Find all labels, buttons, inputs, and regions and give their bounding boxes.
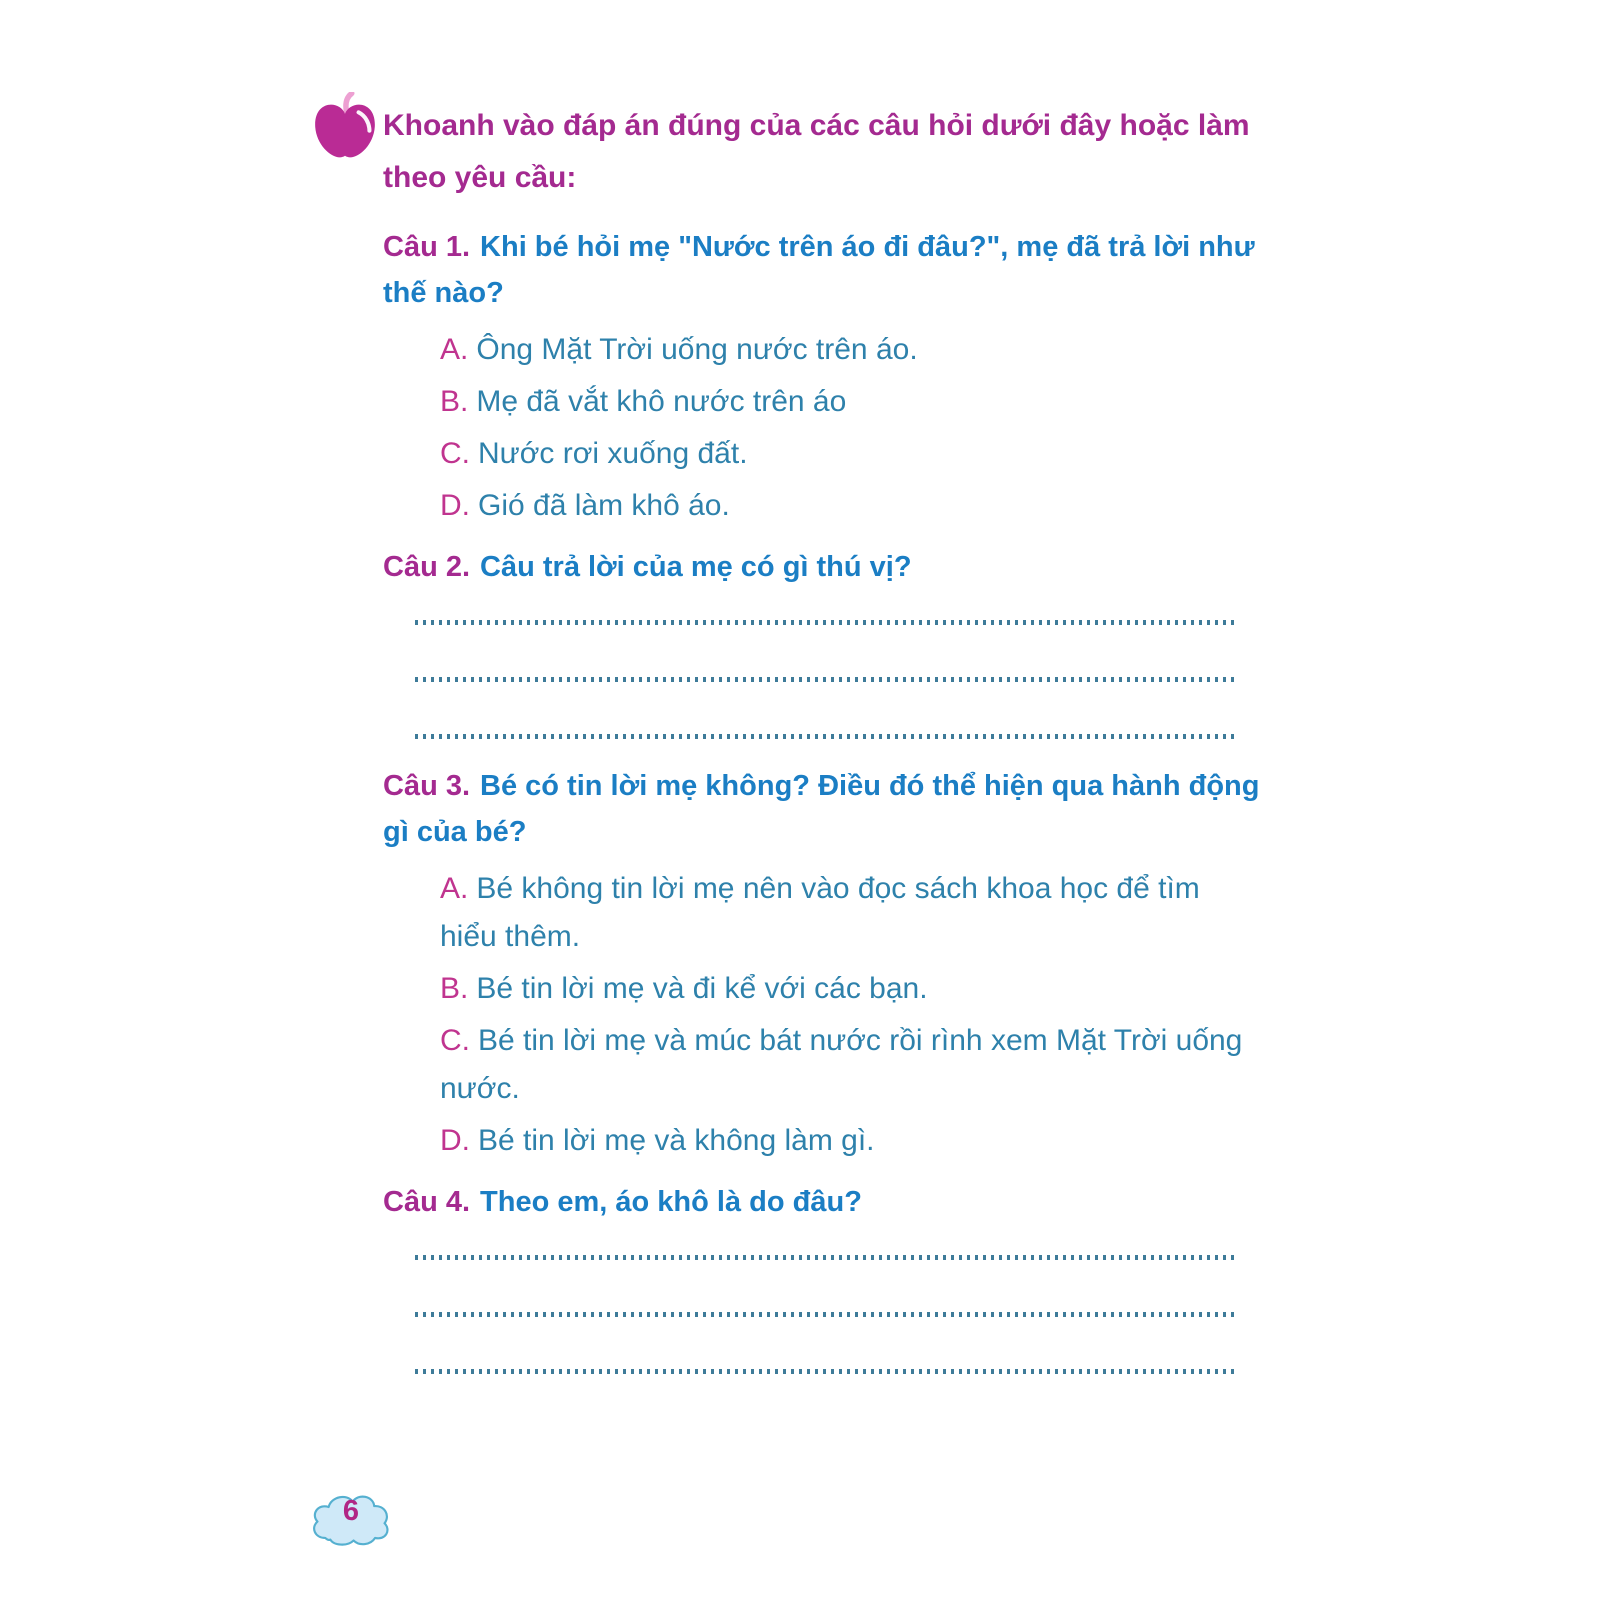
answer-line[interactable] — [415, 734, 1237, 739]
page-number: 6 — [342, 1495, 360, 1527]
question-4 — [383, 1179, 1263, 1374]
question-4-text: Theo em, áo khô là do đâu? — [480, 1186, 862, 1218]
option-letter: D. — [440, 1124, 470, 1157]
question-1 — [383, 224, 1263, 530]
option-letter: B. — [440, 385, 469, 418]
option-letter: A. — [440, 872, 469, 905]
answer-line[interactable] — [415, 677, 1237, 682]
question-2-title — [383, 544, 1263, 590]
question-4-title — [383, 1179, 1263, 1225]
question-1-options — [383, 326, 1263, 530]
question-1-text: Khi bé hỏi mẹ "Nước trên áo đi đâu?", mẹ đã trả lời như thế nào? — [383, 231, 1255, 309]
option-letter: C. — [440, 1024, 470, 1057]
question-3-option-b[interactable] — [440, 965, 1263, 1013]
option-text: Bé tin lời mẹ và múc bát nước rồi rình xem Mặt Trời uống nước. — [440, 1024, 1243, 1105]
option-letter: B. — [440, 972, 469, 1005]
option-text: Bé không tin lời mẹ nên vào đọc sách khoa học để tìm hiểu thêm. — [440, 872, 1200, 953]
question-3-option-d[interactable] — [440, 1117, 1263, 1165]
question-1-option-d[interactable] — [440, 482, 1263, 530]
question-2-label: Câu 2. — [383, 551, 471, 583]
question-4-answer-area — [415, 1255, 1237, 1374]
question-3-title — [383, 763, 1263, 855]
answer-line[interactable] — [415, 1312, 1237, 1317]
instruction-heading: Khoanh vào đáp án đúng của các câu hỏi dưới đây hoặc làm theo yêu cầu: — [383, 109, 1250, 194]
question-3-text: Bé có tin lời mẹ không? Điều đó thể hiện qua hành động gì của bé? — [383, 770, 1260, 848]
option-text: Mẹ đã vắt khô nước trên áo — [476, 385, 847, 418]
option-text: Bé tin lời mẹ và đi kể với các bạn. — [476, 972, 928, 1005]
question-3 — [383, 763, 1263, 1165]
page-number-cloud — [308, 1486, 394, 1552]
question-2-answer-area — [415, 620, 1237, 739]
option-text: Ông Mặt Trời uống nước trên áo. — [476, 333, 918, 366]
worksheet-content — [383, 100, 1263, 1398]
option-letter: A. — [440, 333, 469, 366]
question-1-label: Câu 1. — [383, 231, 471, 263]
question-4-label: Câu 4. — [383, 1186, 471, 1218]
option-letter: D. — [440, 489, 470, 522]
apple-icon — [311, 92, 379, 168]
answer-line[interactable] — [415, 620, 1237, 625]
question-3-option-c[interactable] — [440, 1017, 1263, 1113]
option-text: Gió đã làm khô áo. — [478, 489, 730, 522]
option-letter: C. — [440, 437, 470, 470]
option-text: Nước rơi xuống đất. — [478, 437, 748, 470]
question-3-label: Câu 3. — [383, 770, 471, 802]
question-3-options — [383, 865, 1263, 1165]
answer-line[interactable] — [415, 1369, 1237, 1374]
question-3-option-a[interactable] — [440, 865, 1263, 961]
question-1-option-c[interactable] — [440, 430, 1263, 478]
question-2 — [383, 544, 1263, 739]
question-1-option-a[interactable] — [440, 326, 1263, 374]
question-2-text: Câu trả lời của mẹ có gì thú vị? — [480, 551, 912, 583]
answer-line[interactable] — [415, 1255, 1237, 1260]
option-text: Bé tin lời mẹ và không làm gì. — [478, 1124, 875, 1157]
question-1-title — [383, 224, 1263, 316]
question-1-option-b[interactable] — [440, 378, 1263, 426]
